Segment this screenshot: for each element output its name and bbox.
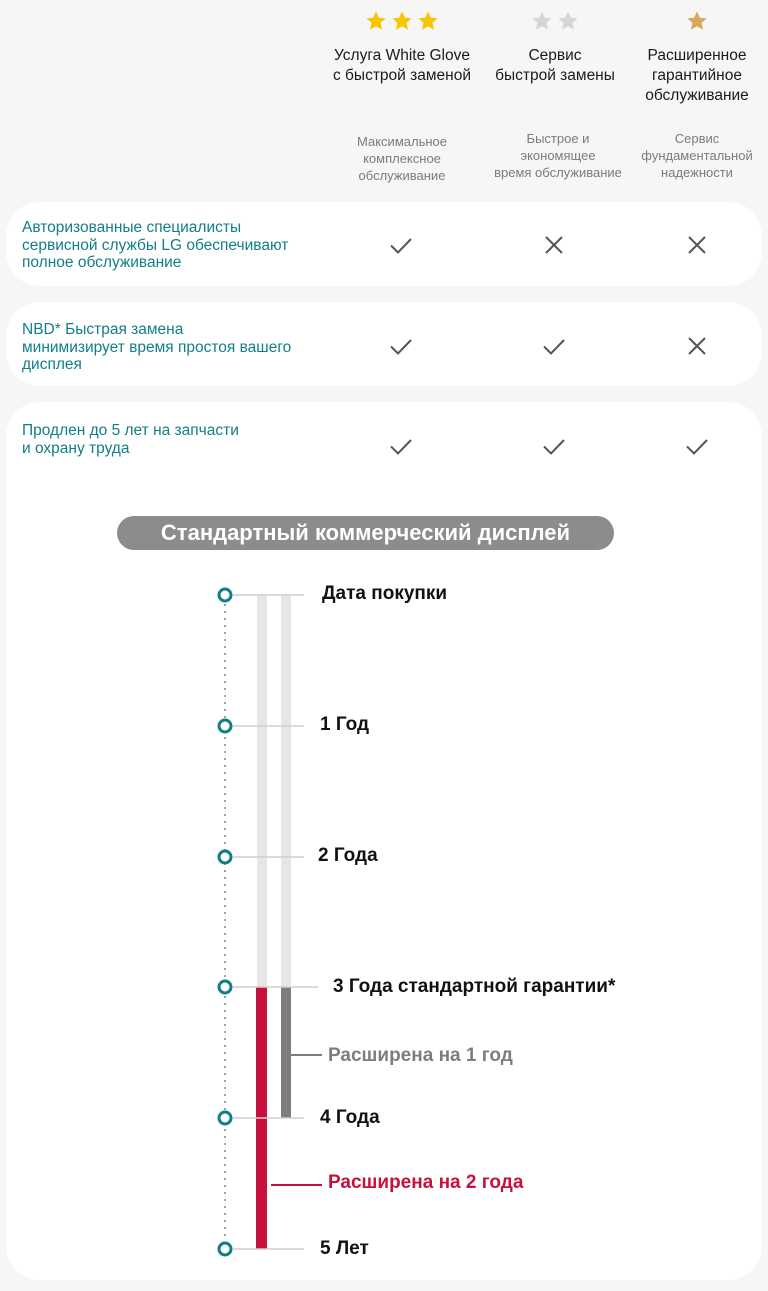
column-description: Быстрое и экономящее время обслуживание	[494, 131, 622, 180]
timeline-title: Стандартный коммерческий дисплей	[117, 516, 614, 550]
label-extended-1-year: Расширена на 1 год	[328, 1045, 513, 1066]
standard-warranty-bar-2	[281, 595, 291, 987]
timeline-node	[219, 1243, 231, 1255]
label-year-4: 4 Года	[320, 1107, 380, 1128]
extension-1-year-bar	[281, 987, 291, 1118]
column-title: Сервис быстрой замены	[495, 47, 615, 84]
timeline-node	[219, 851, 231, 863]
timeline-node	[219, 720, 231, 732]
row-label: NBD* Быстрая замена минимизирует время простоя вашего дисплея	[22, 321, 292, 373]
column-title: Расширенное гарантийное обслуживание	[645, 47, 749, 104]
row-label: Авторизованные специалисты сервисной службы LG обеспечивают полное обслуживание	[22, 219, 289, 271]
row-label: Продлен до 5 лет на запчасти и охрану труда	[22, 422, 239, 457]
timeline-node	[219, 1112, 231, 1124]
timeline-node	[219, 589, 231, 601]
label-year-5: 5 Лет	[320, 1238, 369, 1259]
label-year-3-standard: 3 Года стандартной гарантии*	[333, 976, 616, 997]
column-title: Услуга White Glove с быстрой заменой	[333, 47, 471, 84]
timeline-node	[219, 981, 231, 993]
label-year-2: 2 Года	[318, 845, 378, 866]
column-description: Сервис фундаментальной надежности	[641, 131, 753, 180]
standard-warranty-bar	[257, 595, 267, 987]
label-year-1: 1 Год	[320, 714, 370, 735]
label-purchase-date: Дата покупки	[322, 583, 448, 604]
label-extended-2-years: Расширена на 2 года	[328, 1172, 524, 1193]
column-description: Максимальное комплексное обслуживание	[357, 134, 447, 183]
